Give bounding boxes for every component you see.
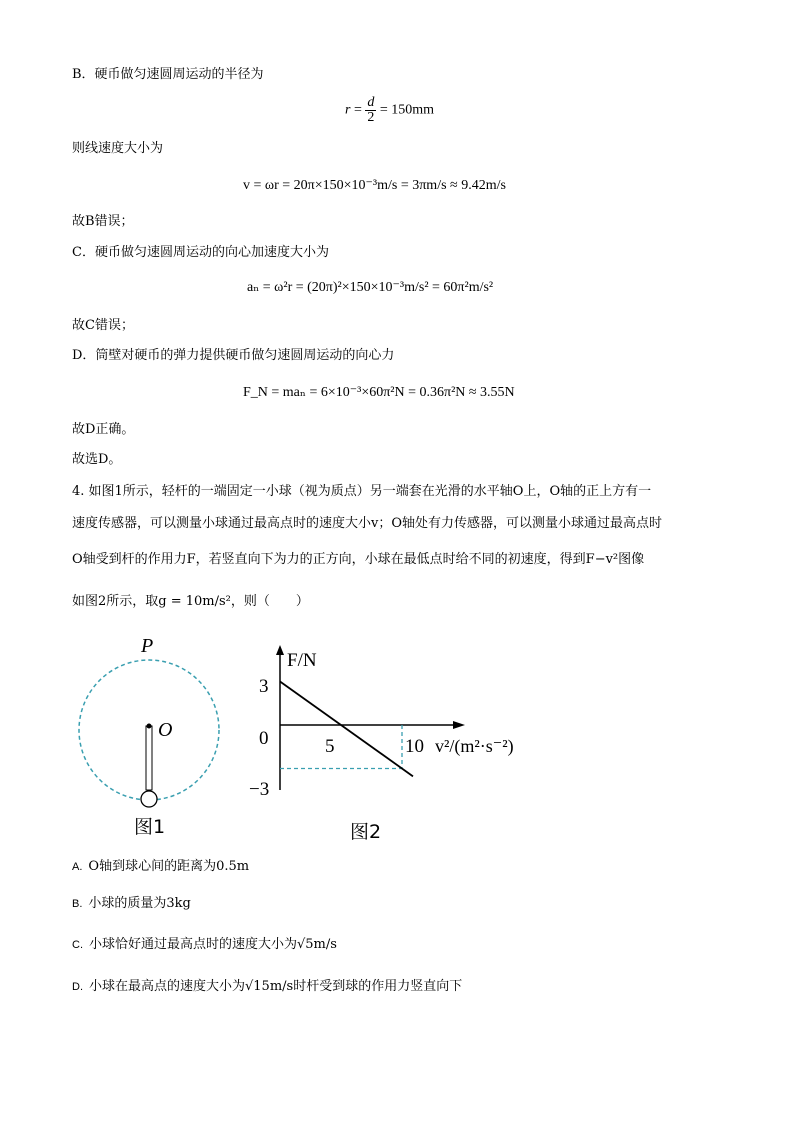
option-c[interactable] — [72, 936, 337, 954]
label-p: P — [141, 635, 154, 657]
option-b-label: B. — [72, 898, 83, 910]
equation-radius: r = $\frac{d}{2}$ = 150mm — [345, 95, 435, 125]
option-b-text: 小球的质量为3kg — [88, 896, 191, 911]
part-c-heading: C．硬币做匀速圆周运动的向心加速度大小为 — [72, 245, 329, 260]
part-d-heading: D．筒壁对硬币的弹力提供硬币做匀速圆周运动的向心力 — [72, 348, 395, 363]
x-axis-arrow — [453, 721, 465, 729]
option-a-label: A. — [72, 861, 83, 873]
eq-r-fraction — [365, 96, 376, 125]
part-c-conclusion: 故C错误； — [72, 318, 134, 333]
option-c-text: 小球恰好通过最高点时的速度大小为√5m/s — [89, 937, 337, 952]
question4-line4: 如图2所示，取g = 10m/s²，则（ ） — [72, 594, 309, 609]
eq-r-numerator: d — [367, 95, 375, 110]
tick-y-neg3: −3 — [249, 779, 270, 800]
option-a[interactable] — [72, 858, 249, 876]
part-b-conclusion: 故B错误； — [72, 214, 134, 229]
circular-path — [79, 660, 219, 800]
equation-acceleration: aₙ = ω²r = (20π)²×150×10⁻³m/s² = 60π²m/s² — [247, 280, 494, 295]
part-b-heading: B．硬币做匀速圆周运动的半径为 — [72, 67, 264, 82]
figure2-chart — [245, 640, 545, 845]
tick-x-5: 5 — [325, 736, 335, 757]
tick-y-3: 3 — [259, 676, 269, 697]
x-axis-label: v²/(m²·s⁻²) — [435, 736, 514, 756]
option-b[interactable] — [72, 895, 191, 913]
ball — [141, 791, 157, 807]
option-d-label: D. — [72, 981, 83, 993]
question4-line3: O轴受到杆的作用力F，若竖直向下为力的正方向，小球在最低点时给不同的初速度，得到F−v²图像 — [72, 552, 645, 567]
option-d-text: 小球在最高点的速度大小为√15m/s时杆受到球的作用力竖直向下 — [89, 979, 463, 994]
question4-line2: 速度传感器，可以测量小球通过最高点时的速度大小v；O轴处有力传感器，可以测量小球通过最高点时 — [72, 516, 663, 531]
y-axis-label: F/N — [287, 650, 317, 671]
eq-r-lhs: r — [345, 102, 351, 118]
question4-line1: 4. 如图1所示，轻杆的一端固定一小球（视为质点）另一端套在光滑的水平轴O上，O轴的正上方有一 — [72, 484, 652, 499]
equation-speed: v = ωr = 20π×150×10⁻³m/s = 3πm/s ≈ 9.42m/s — [243, 178, 506, 193]
tick-y-0: 0 — [259, 728, 269, 749]
figure1 — [72, 628, 232, 843]
figure2-caption: 图2 — [350, 821, 382, 843]
equation-force: F_N = maₙ = 6×10⁻³×60π²N = 0.36π²N ≈ 3.55N — [243, 385, 515, 400]
answer-line: 故选D。 — [72, 452, 122, 467]
eq-r-denominator: 2 — [367, 110, 375, 125]
tick-x-10: 10 — [405, 736, 424, 757]
eq-r-rhs: = 150mm — [379, 102, 435, 118]
option-a-text: O轴到球心间的距离为0.5m — [88, 859, 250, 874]
y-axis-arrow — [276, 645, 284, 655]
figure1-caption: 图1 — [134, 816, 166, 838]
option-d[interactable] — [72, 978, 462, 996]
option-c-label: C. — [72, 939, 83, 951]
rod — [146, 726, 152, 790]
part-d-conclusion: 故D正确。 — [72, 422, 135, 437]
label-o: O — [158, 719, 173, 741]
series-line-f-v2 — [280, 682, 413, 777]
part-b-speed-text: 则线速度大小为 — [72, 141, 164, 156]
axis-o-point — [147, 724, 152, 729]
